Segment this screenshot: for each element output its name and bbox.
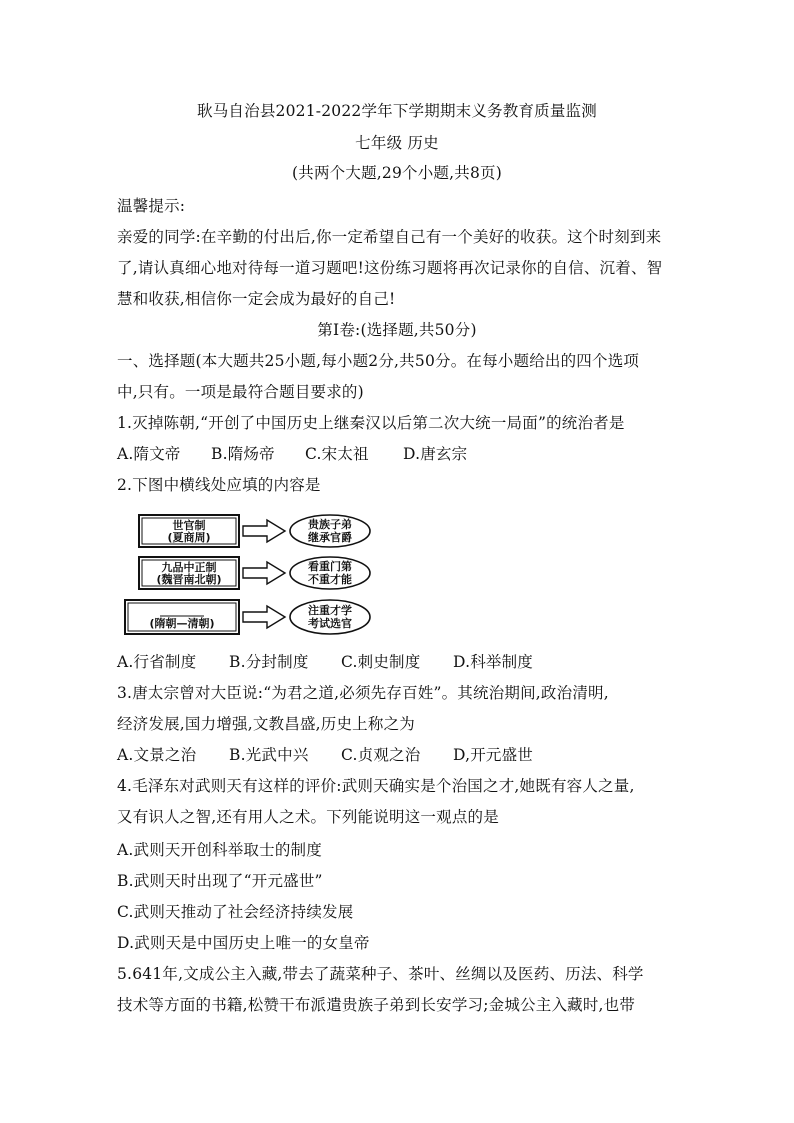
q4-option-c: C.武则天推动了社会经济持续发展	[117, 903, 354, 921]
box-shiguan-era: (夏商周)	[167, 531, 211, 544]
question-3-line-1: 3.唐太宗曾对大臣说:“为君之道,必须先存百姓”。其统治期间,政治清明,	[117, 684, 609, 702]
exam-subtitle: 七年级 历史	[355, 134, 439, 152]
box-jiupin-era: (魏晋南北朝)	[156, 573, 222, 586]
official-selection-diagram	[117, 505, 387, 645]
oval-row3-line1: 注重才学	[308, 604, 352, 617]
question-5-line-2: 技术等方面的书籍,松赞干布派遣贵族子弟到长安学习;金城公主入藏时,也带	[117, 996, 636, 1014]
q1-option-d: D.唐玄宗	[403, 445, 468, 463]
q3-option-c: C.贞观之治	[341, 746, 421, 764]
tips-line-3: 慧和收获,相信你一定会成为最好的自己!	[117, 290, 396, 308]
q4-option-d: D.武则天是中国历史上唯一的女皇帝	[117, 934, 370, 952]
q4-option-a: A.武则天开创科举取士的制度	[117, 841, 322, 859]
q2-option-a: A.行省制度	[117, 653, 197, 671]
box-shiguan-label: 世官制	[172, 519, 206, 532]
diagram-svg	[117, 505, 387, 645]
tips-heading: 温馨提示:	[117, 197, 186, 215]
oval-row1-line1: 贵族子弟	[308, 518, 352, 531]
arrow-right-icon	[243, 520, 285, 542]
box-blank-era: (隋朝—清朝)	[149, 617, 215, 630]
exam-title: 耿马自治县2021-2022学年下学期期末义务教育质量监测	[197, 102, 597, 120]
section-instruction-2: 中,只有。一项是最符合题目要求的)	[117, 383, 364, 401]
question-3-line-2: 经济发展,国力增强,文教昌盛,历史上称之为	[117, 715, 415, 733]
question-1-options	[117, 443, 687, 465]
tips-line-1: 亲爱的同学:在辛勤的付出后,你一定希望自己有一个美好的收获。这个时刻到来	[117, 228, 662, 246]
q2-option-b: B.分封制度	[229, 653, 309, 671]
q2-option-c: C.刺史制度	[341, 653, 421, 671]
question-3-options	[117, 744, 687, 766]
arrow-right-icon	[243, 562, 285, 584]
question-2-options	[117, 651, 687, 673]
q1-option-a: A.隋文帝	[117, 445, 181, 463]
oval-row2-line2: 不重才能	[308, 573, 352, 586]
q1-option-b: B.隋炀帝	[211, 445, 275, 463]
section-title: 第Ⅰ卷:(选择题,共50分)	[317, 321, 477, 339]
q3-option-d: D,开元盛世	[453, 746, 534, 764]
exam-info: (共两个大题,29个小题,共8页)	[292, 164, 502, 182]
oval-row2-line1: 看重门第	[308, 560, 352, 573]
q3-option-a: A.文景之治	[117, 746, 197, 764]
tips-line-2: 了,请认真细心地对待每一道习题吧!这份练习题将再次记录你的自信、沉着、智	[117, 259, 663, 277]
q3-option-b: B.光武中兴	[229, 746, 309, 764]
q2-option-d: D.科举制度	[453, 653, 534, 671]
arrow-right-icon	[243, 606, 285, 628]
question-4-line-1: 4.毛泽东对武则天有这样的评价:武则天确实是个治国之才,她既有容人之量,	[117, 777, 635, 795]
question-2-stem: 2.下图中横线处应填的内容是	[117, 476, 321, 494]
section-instruction-1: 一、选择题(本大题共25小题,每小题2分,共50分。在每小题给出的四个选项	[117, 352, 640, 370]
q1-option-c: C.宋太祖	[305, 445, 369, 463]
box-blank-line: ________	[160, 604, 204, 617]
q4-option-b: B.武则天时出现了“开元盛世”	[117, 872, 323, 890]
oval-row1-line2: 继承官爵	[308, 531, 352, 544]
question-1-stem: 1.灭掉陈朝,“开创了中国历史上继秦汉以后第二次大统一局面”的统治者是	[117, 414, 625, 432]
oval-row3-line2: 考试选官	[308, 617, 352, 630]
question-4-line-2: 又有识人之智,还有用人之术。下列能说明这一观点的是	[117, 808, 499, 826]
question-5-line-1: 5.641年,文成公主入藏,带去了蔬菜种子、茶叶、丝绸以及医药、历法、科学	[117, 965, 644, 983]
box-jiupin-label: 九品中正制	[161, 561, 217, 574]
